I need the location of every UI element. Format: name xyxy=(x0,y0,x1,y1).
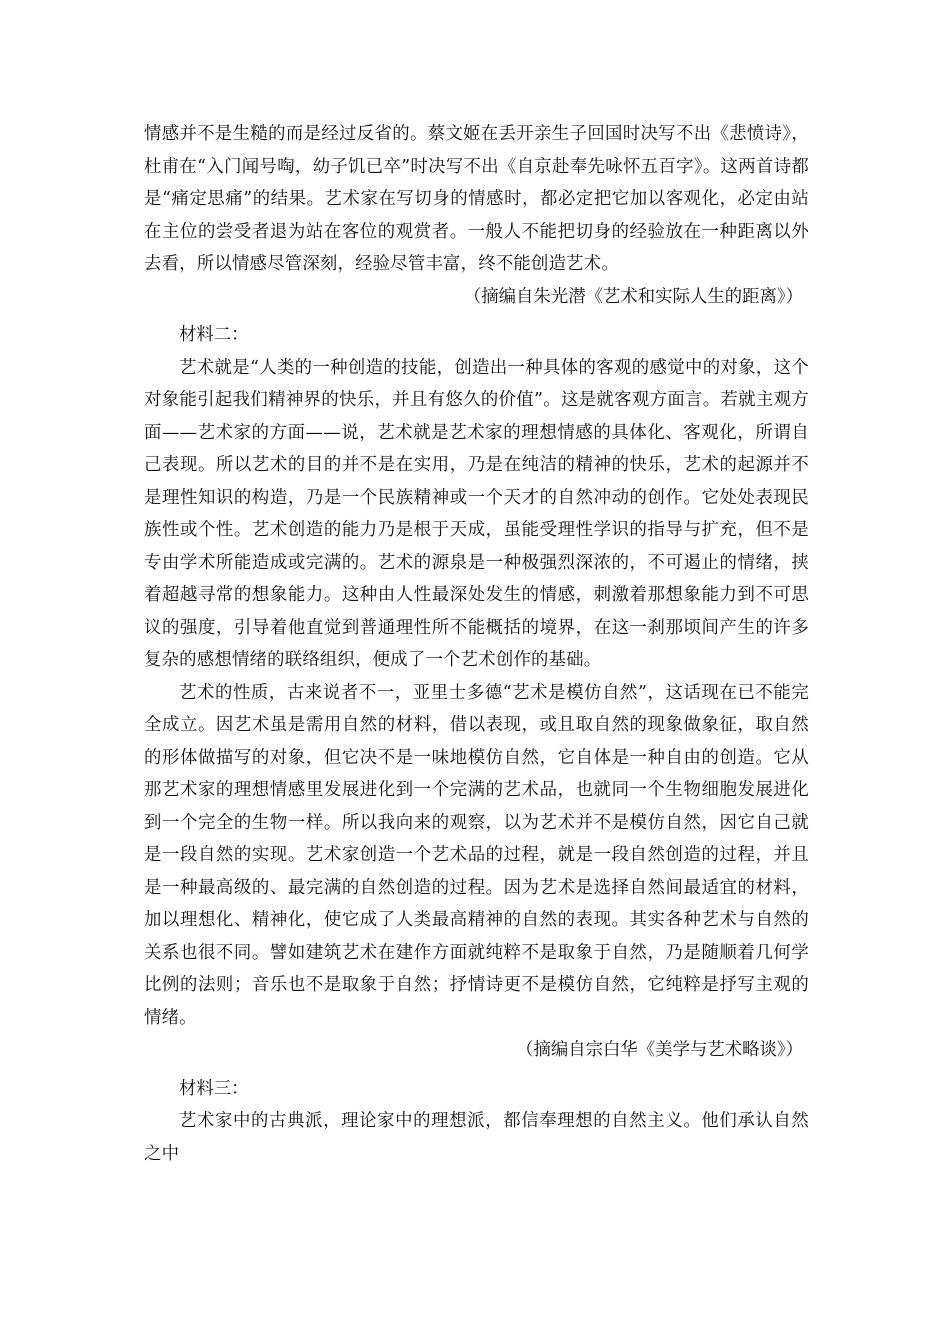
citation-material1: （摘编自朱光潜《艺术和实际人生的距离》） xyxy=(463,286,803,307)
citation-material2: （摘编自宗白华《美学与艺术略谈》） xyxy=(516,1040,803,1060)
material1-paragraph-tail: 情感并不是生糙的而是经过反省的。蔡文姬在丢开亲生子回国时决写不出《悲愤诗》，杜甫在“入门闻号啕，幼子饥已卒”时决写不出《自京赴奉先咏怀五百字》。这两首诗都是“痛定思痛”的结果。艺术家在写切身的情感时，都必定把它加以客观化，必定由站在主位的尝受者退为站在客位的观赏者。一般人不能把切身的经验放在一种距离以外去看，所以情感尽管深刻，经验尽管丰富，终不能创造艺术。 xyxy=(144,124,809,274)
material3-heading: 材料三： xyxy=(179,1078,249,1099)
document-page xyxy=(144,118,809,1170)
material3-paragraph-1: 艺术家中的古典派，理论家中的理想派，都信奉理想的自然主义。他们承认自然之中 xyxy=(144,1111,809,1164)
material2-heading: 材料二： xyxy=(179,325,249,345)
material2-paragraph-1: 艺术就是“人类的一种创造的技能，创造出一种具体的客观的感觉中的对象，这个对象能引起我们精神界的快乐，并且有悠久的价值”。这是就客观方面言。若就主观方面——艺术家的方面——说，艺术就是艺术家的理想情感的具体化、客观化，所谓自己表现。所以艺术的目的并不是在实用，乃是在纯洁的精神的快乐，艺术的起源并不是理性知识的构造，乃是一个民族精神或一个天才的自然冲动的创作。它处处表现民族性或个性。艺术创造的能力乃是根于天成，虽能受理性学识的指导与扩充，但不是专由学术所能造成或完满的。艺术的源泉是一种极强烈深浓的，不可遏止的情绪，挟着超越寻常的想象能力。这种由人性最深处发生的情感，刺激着那想象能力到不可思议的强度，引导着他直觉到普通理性所不能概括的境界，在这一刹那顷间产生的许多复杂的感想情绪的联络组织，便成了一个艺术创作的基础。 xyxy=(144,357,809,670)
material2-paragraph-2: 艺术的性质，古来说者不一，亚里士多德“艺术是模仿自然”，这话现在已不能完全成立。因艺术虽是需用自然的材料，借以表现，或且取自然的现象做象征，取自然的形体做描写的对象，但它决不是一味地模仿自然，它自体是一种自由的创造。它从那艺术家的理想情感里发展进化到一个完满的艺术品，也就同一个生物细胞发展进化到一个完全的生物一样。所以我向来的观察，以为艺术并不是模仿自然，因它自己就是一段自然的实现。艺术家创造一个艺术品的过程，就是一段自然创造的过程，并且是一种最高级的、最完满的自然创造的过程。因为艺术是选择自然间最适宜的材料，加以理想化、精神化，使它成了人类最高精神的自然的表现。其实各种艺术与自然的关系也很不同。譬如建筑艺术在建作方面就纯粹不是取象于自然，乃是随顺着几何学比例的法则；音乐也不是取象于自然；抒情诗更不是模仿自然，它纯粹是抒写主观的情绪。 xyxy=(144,682,809,1028)
